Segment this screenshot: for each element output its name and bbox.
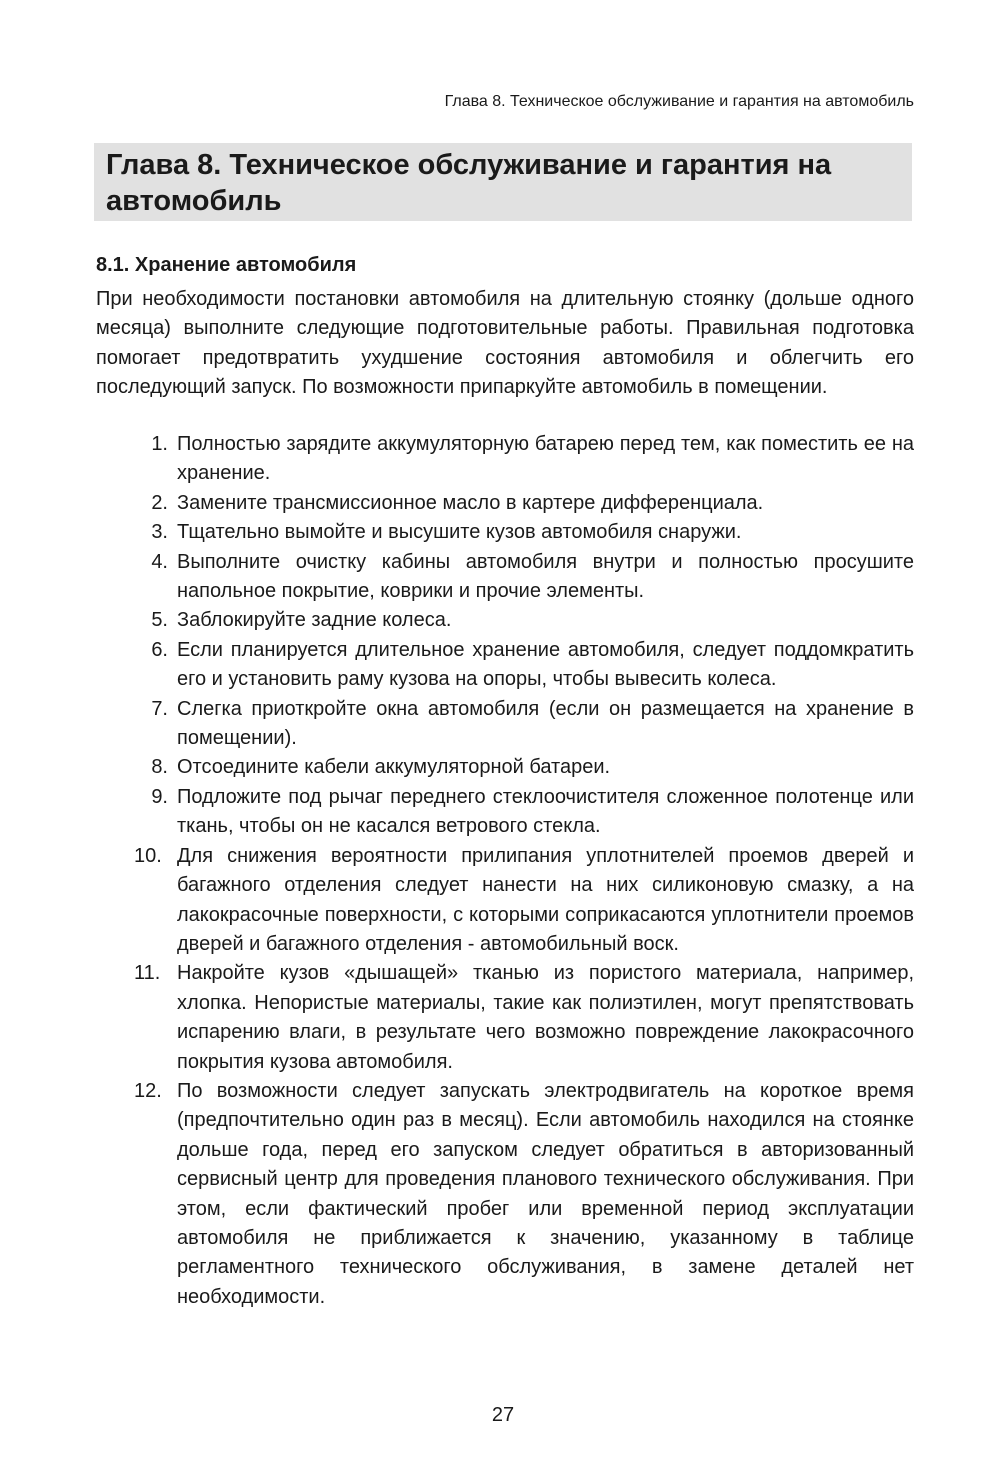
list-item [134,753,914,782]
page-number: 27 [491,1404,515,1426]
intro-paragraph: При необходимости постановки автомобиля на длительную стоянку (дольше одного месяца) выполните следующие подготовительные работы. Правильная подготовка помогает предотвратить ухудшение состояния автомобиля и облегчить его последующий запуск. По возможности припаркуйте автомобиль в помещении. [96,288,914,399]
list-item [134,695,914,754]
list-item-text: Подложите под рычаг переднего стеклоочистителя сложенное полотенце или ткань, чтобы он не касался ветрового стекла. [177,785,914,838]
list-item-number: 3. [151,521,168,544]
list-item-number: 8. [151,756,168,779]
list-item-number: 10. [134,844,162,867]
storage-steps-list [134,430,914,1312]
list-item [134,548,914,607]
chapter-title-box [94,143,912,221]
list-item [134,518,914,547]
list-item-number: 5. [151,609,168,632]
list-item [134,783,914,842]
list-item-number: 9. [151,785,168,808]
list-item-text: Если планируется длительное хранение автомобиля, следует поддомкратить его и установить раму кузова на опоры, чтобы вывесить колеса. [177,638,914,691]
list-item-number: 4. [151,550,168,573]
list-item [134,636,914,695]
list-item-number: 2. [151,491,168,514]
list-item-text: Слегка приоткройте окна автомобиля (если он размещается на хранение в помещении). [177,697,914,750]
list-item [134,842,914,960]
list-item-text: Полностью зарядите аккумуляторную батарею перед тем, как поместить ее на хранение. [177,433,914,485]
list-item [134,606,914,635]
list-item-text: Замените трансмиссионное масло в картере дифференциала. [177,491,764,514]
list-item-text: Отсоедините кабели аккумуляторной батареи. [177,756,611,779]
list-item-number: 1. [151,433,168,455]
list-item-text: Заблокируйте задние колеса. [177,609,452,632]
chapter-title: Глава 8. Техническое обслуживание и гарантия на автомобиль [106,149,832,217]
list-item [134,1077,914,1312]
running-header: Глава 8. Техническое обслуживание и гарантия на автомобиль [444,93,914,110]
list-item-text: По возможности следует запускать электродвигатель на короткое время (предпочтительно один раз в месяц). Если автомобиль находился на стоянке дольше года, перед его запуском следует обратиться в авторизованный сервисный центр для проведения планового технического обслуживания. При этом, если фактический пробег или временной период эксплуатации автомобиля не приближается к значению, указанному в таблице регламентного технического обслуживания, в замене деталей нет необходимости. [177,1079,914,1308]
list-item-number: 11. [134,962,161,985]
list-item-number: 7. [151,697,168,720]
list-item [134,430,914,489]
list-item [134,489,914,518]
list-item-text: Для снижения вероятности прилипания уплотнителей проемов дверей и багажного отделения следует нанести на них силиконовую смазку, а на лакокрасочные поверхности, с которыми соприкасаются уплотнители проемов дверей и багажного отделения - автомобильный воск. [177,844,914,955]
section-heading: 8.1. Хранение автомобиля [96,254,357,276]
list-item-text: Выполните очистку кабины автомобиля внутри и полностью просушите напольное покрытие, коврики и прочие элементы. [177,550,914,603]
list-item-number: 6. [151,638,168,661]
list-item-text: Тщательно вымойте и высушите кузов автомобиля снаружи. [177,521,742,544]
list-item-number: 12. [134,1079,162,1102]
list-item [134,959,914,1077]
list-item-text: Накройте кузов «дышащей» тканью из пористого материала, например, хлопка. Непористые материалы, такие как полиэтилен, могут препятствовать испарению влаги, в результате чего возможно повреждение лакокрасочного покрытия кузова автомобиля. [177,962,914,1073]
